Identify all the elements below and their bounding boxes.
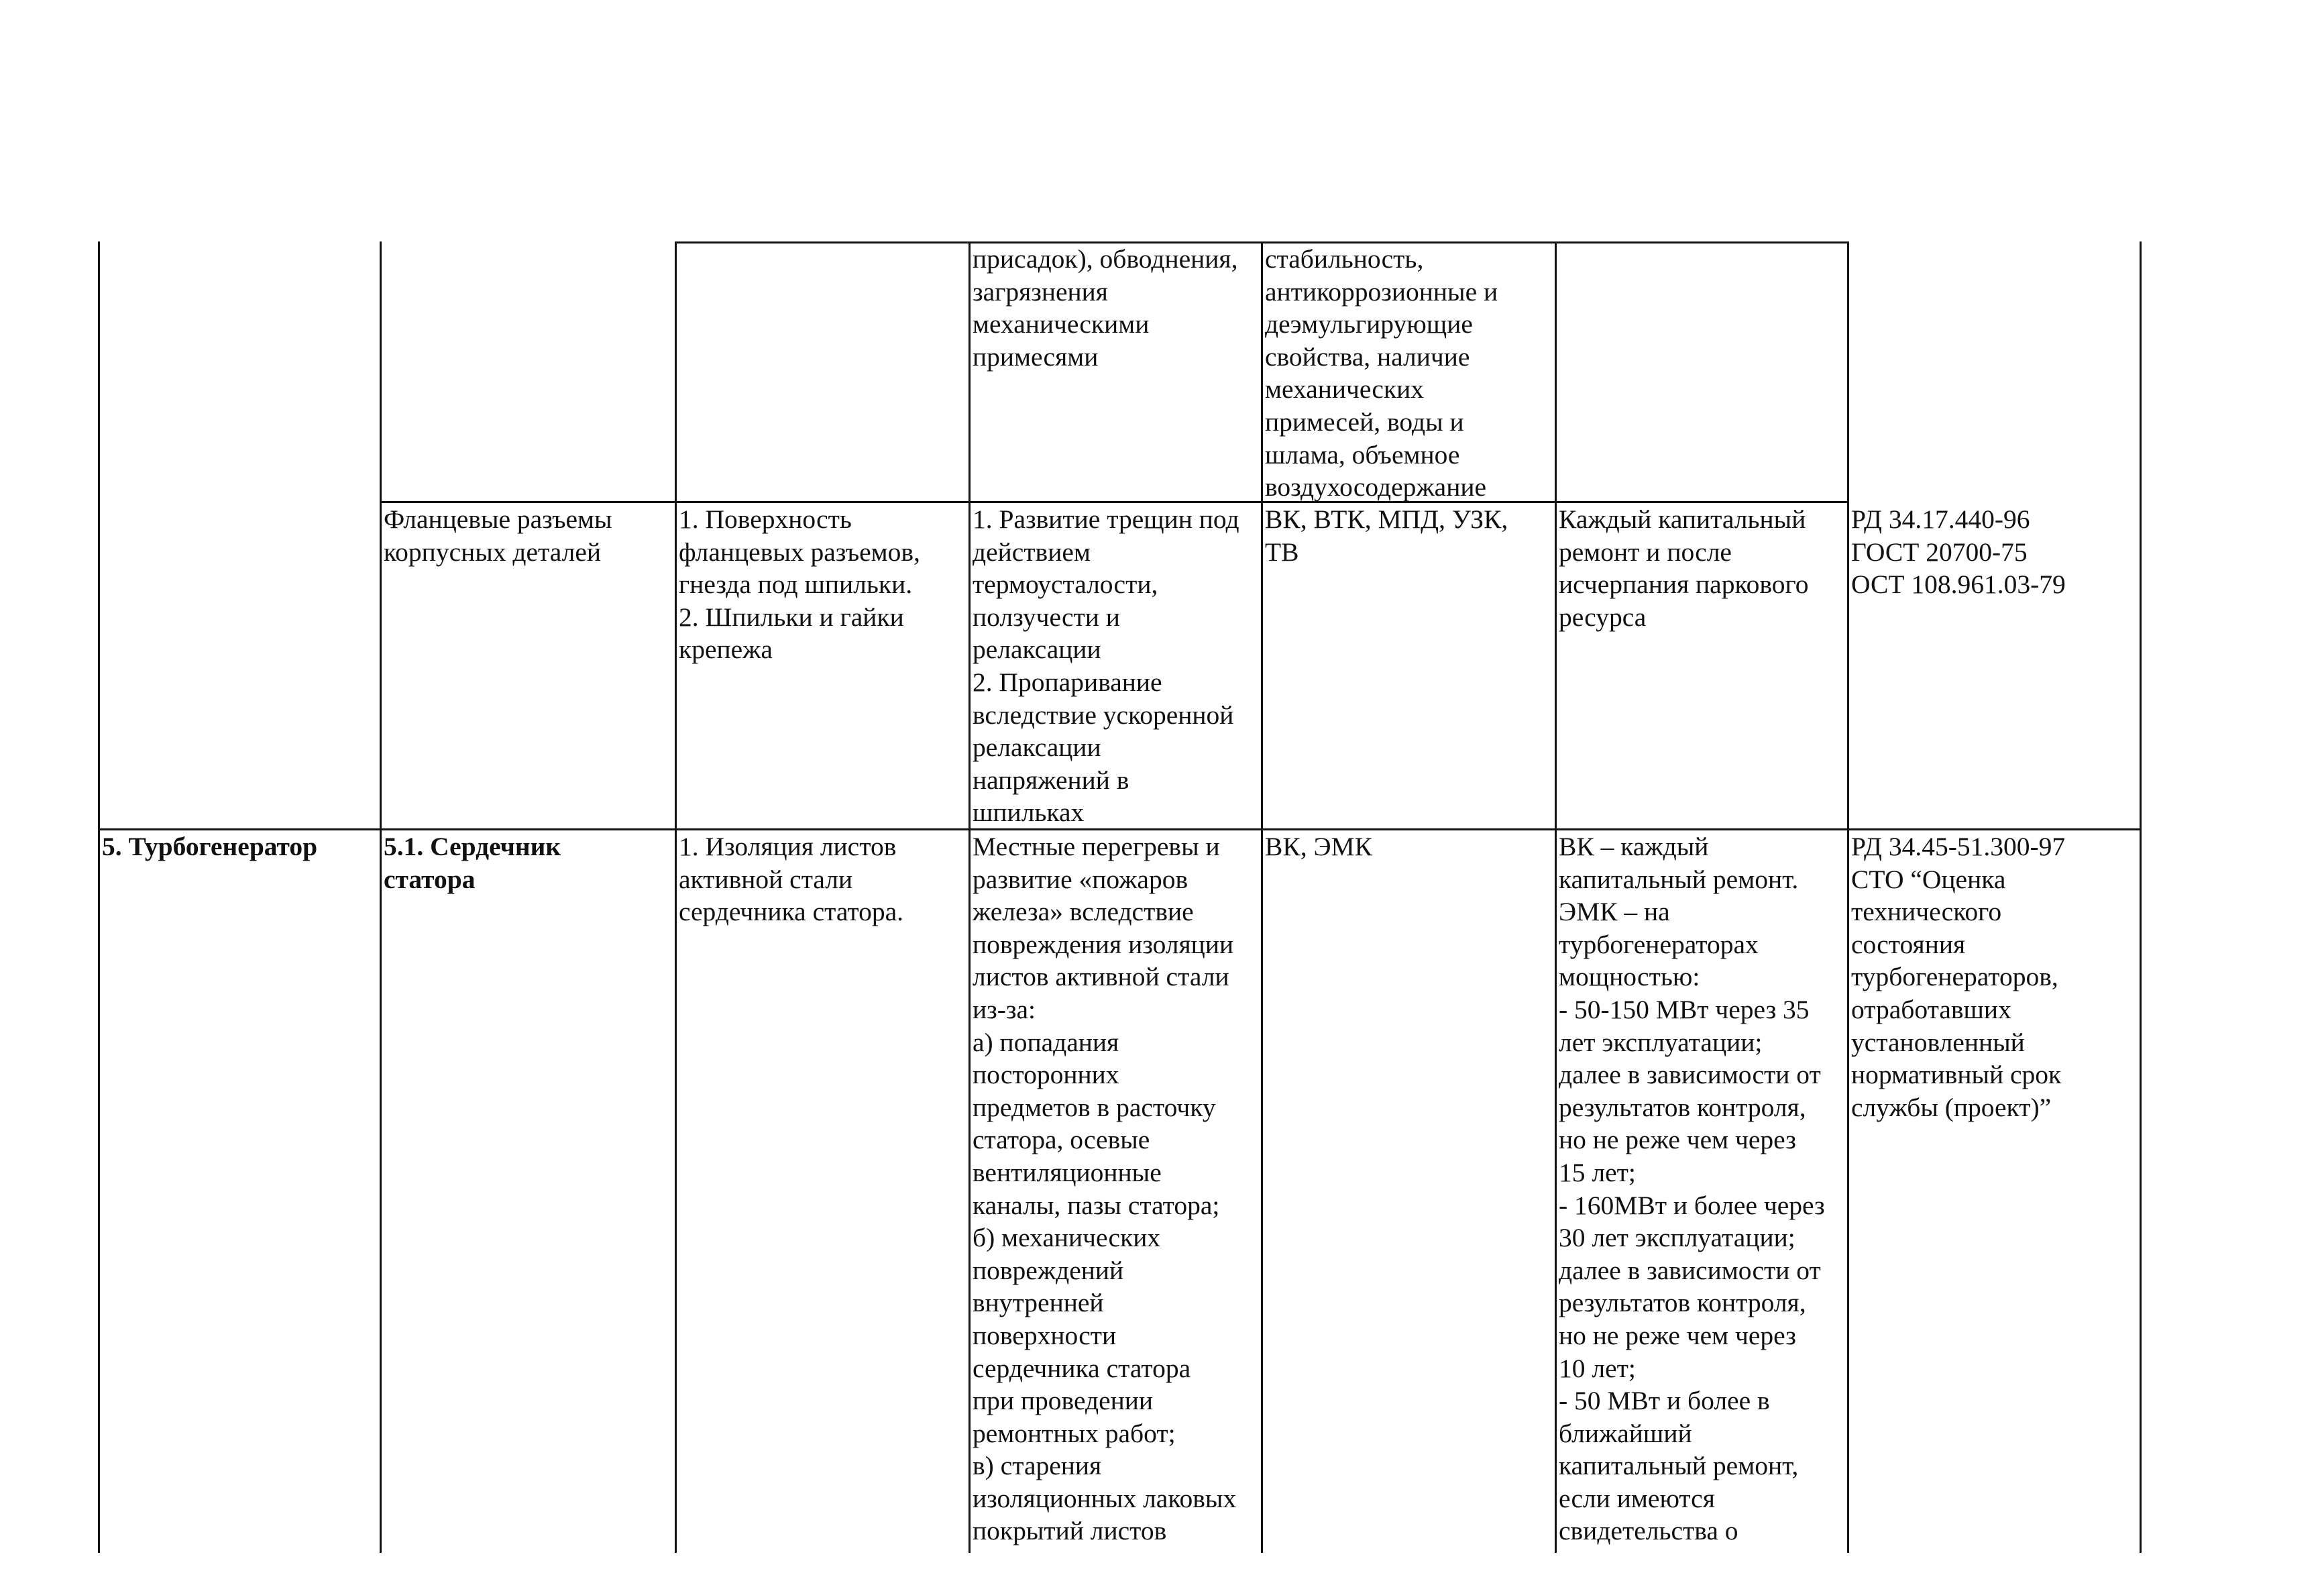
- table-divider: [675, 241, 677, 1553]
- row3-element-cell: 5.1. Сердечник статора: [384, 832, 561, 894]
- row3-defect-cell: Местные перегревы и развитие «пожаров железа» вследствие повреждения изоляции листов активной стали из-за: а) попадания посторонних предметов в расточку статора, осевые вентиляционные каналы, пазы статора; б) механических повреждений внутренней поверхности сердечника статора при проведении ремонтных работ; в) старения изоляционных лаковых покрытий листов: [973, 832, 1237, 1546]
- table-border-right: [2140, 241, 2142, 1553]
- row2-method-cell: ВК, ВТК, МПД, УЗК, ТВ: [1265, 504, 1508, 567]
- row1-defect-cell: присадок), обводнения, загрязнения механическими примесями: [973, 244, 1238, 372]
- table-border-left: [98, 241, 100, 1553]
- row3-period-cell: ВК – каждый капитальный ремонт. ЭМК – на турбогенераторах мощностью: - 50-150 МВт через 35 лет эксплуатации; далее в зависимости от результатов контроля, но не реже чем через 15 лет; - 160МВт и более через 30 лет эксплуатации; далее в зависимости от результатов контроля, но не реже чем через 10 лет; - 50 МВт и более в ближайший капитальный ремонт, если имеются свидетельства о: [1559, 832, 1825, 1546]
- row2-zone-cell: 1. Поверхность фланцевых разъемов, гнезда под шпильки. 2. Шпильки и гайки крепежа: [679, 504, 920, 665]
- row3-equipment-cell: 5. Турбогенератор: [102, 832, 318, 861]
- table-divider: [380, 241, 382, 1553]
- table-top-border: [675, 241, 1849, 243]
- table-divider: [1261, 241, 1263, 1553]
- table-divider: [1555, 241, 1557, 1553]
- row2-defect-cell: 1. Развитие трещин под действием термоусталости, ползучести и релаксации 2. Пропаривание вследствие ускоренной релаксации напряжений в шпильках: [973, 504, 1239, 828]
- table-divider: [1847, 241, 1849, 1553]
- row3-method-cell: ВК, ЭМК: [1265, 832, 1372, 861]
- row2-period-cell: Каждый капитальный ремонт и после исчерпания паркового ресурса: [1559, 504, 1809, 632]
- row2-element-cell: Фланцевые разъемы корпусных деталей: [384, 504, 612, 567]
- row2-normative-cell: РД 34.17.440-96 ГОСТ 20700-75 ОСТ 108.961.03-79: [1851, 504, 2066, 600]
- row3-normative-cell: РД 34.45-51.300-97 СТО “Оценка технического состояния турбогенераторов, отработавших установленный нормативный срок службы (проект)”: [1851, 832, 2066, 1122]
- row3-zone-cell: 1. Изоляция листов активной стали сердечника статора.: [679, 832, 903, 927]
- row1-method-cell: стабильность, антикоррозионные и деэмульгирующие свойства, наличие механических примесей, воды и шлама, объемное воздухосодержание: [1265, 244, 1498, 502]
- table-divider: [969, 241, 971, 1553]
